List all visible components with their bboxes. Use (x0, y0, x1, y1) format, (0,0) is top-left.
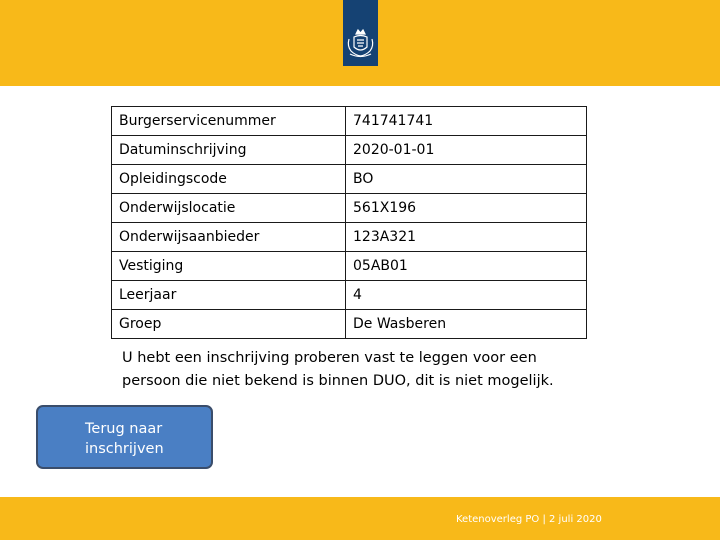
field-label: Datuminschrijving (112, 136, 346, 165)
table-row (112, 194, 587, 223)
field-value: De Wasberen (346, 310, 587, 339)
table-row (112, 165, 587, 194)
table-row (112, 136, 587, 165)
field-label: Opleidingscode (112, 165, 346, 194)
field-label: Onderwijslocatie (112, 194, 346, 223)
field-label: Onderwijsaanbieder (112, 223, 346, 252)
field-value: 2020-01-01 (346, 136, 587, 165)
field-label: Leerjaar (112, 281, 346, 310)
header-banner (0, 0, 720, 86)
footer-text: Ketenoverleg PO | 2 juli 2020 (456, 514, 602, 525)
field-label: Vestiging (112, 252, 346, 281)
field-label: Groep (112, 310, 346, 339)
logo (343, 0, 378, 66)
table-row (112, 310, 587, 339)
footer-banner (0, 497, 720, 540)
rijksoverheid-crest-icon (346, 28, 375, 60)
field-value: 741741741 (346, 107, 587, 136)
field-label: Burgerservicenummer (112, 107, 346, 136)
student-info-table (111, 106, 587, 339)
field-value: 561X196 (346, 194, 587, 223)
back-button-label: Terug naar inschrijven (85, 421, 164, 457)
back-to-enrollment-button[interactable] (36, 405, 213, 469)
table-row (112, 252, 587, 281)
field-value: 05AB01 (346, 252, 587, 281)
error-message: U hebt een inschrijving proberen vast te leggen voor een persoon die niet bekend is binnen DUO, dit is niet mogelijk. (122, 350, 554, 389)
field-value: 123A321 (346, 223, 587, 252)
table-row (112, 107, 587, 136)
field-value: 4 (346, 281, 587, 310)
table-row (112, 281, 587, 310)
field-value: BO (346, 165, 587, 194)
table-row (112, 223, 587, 252)
